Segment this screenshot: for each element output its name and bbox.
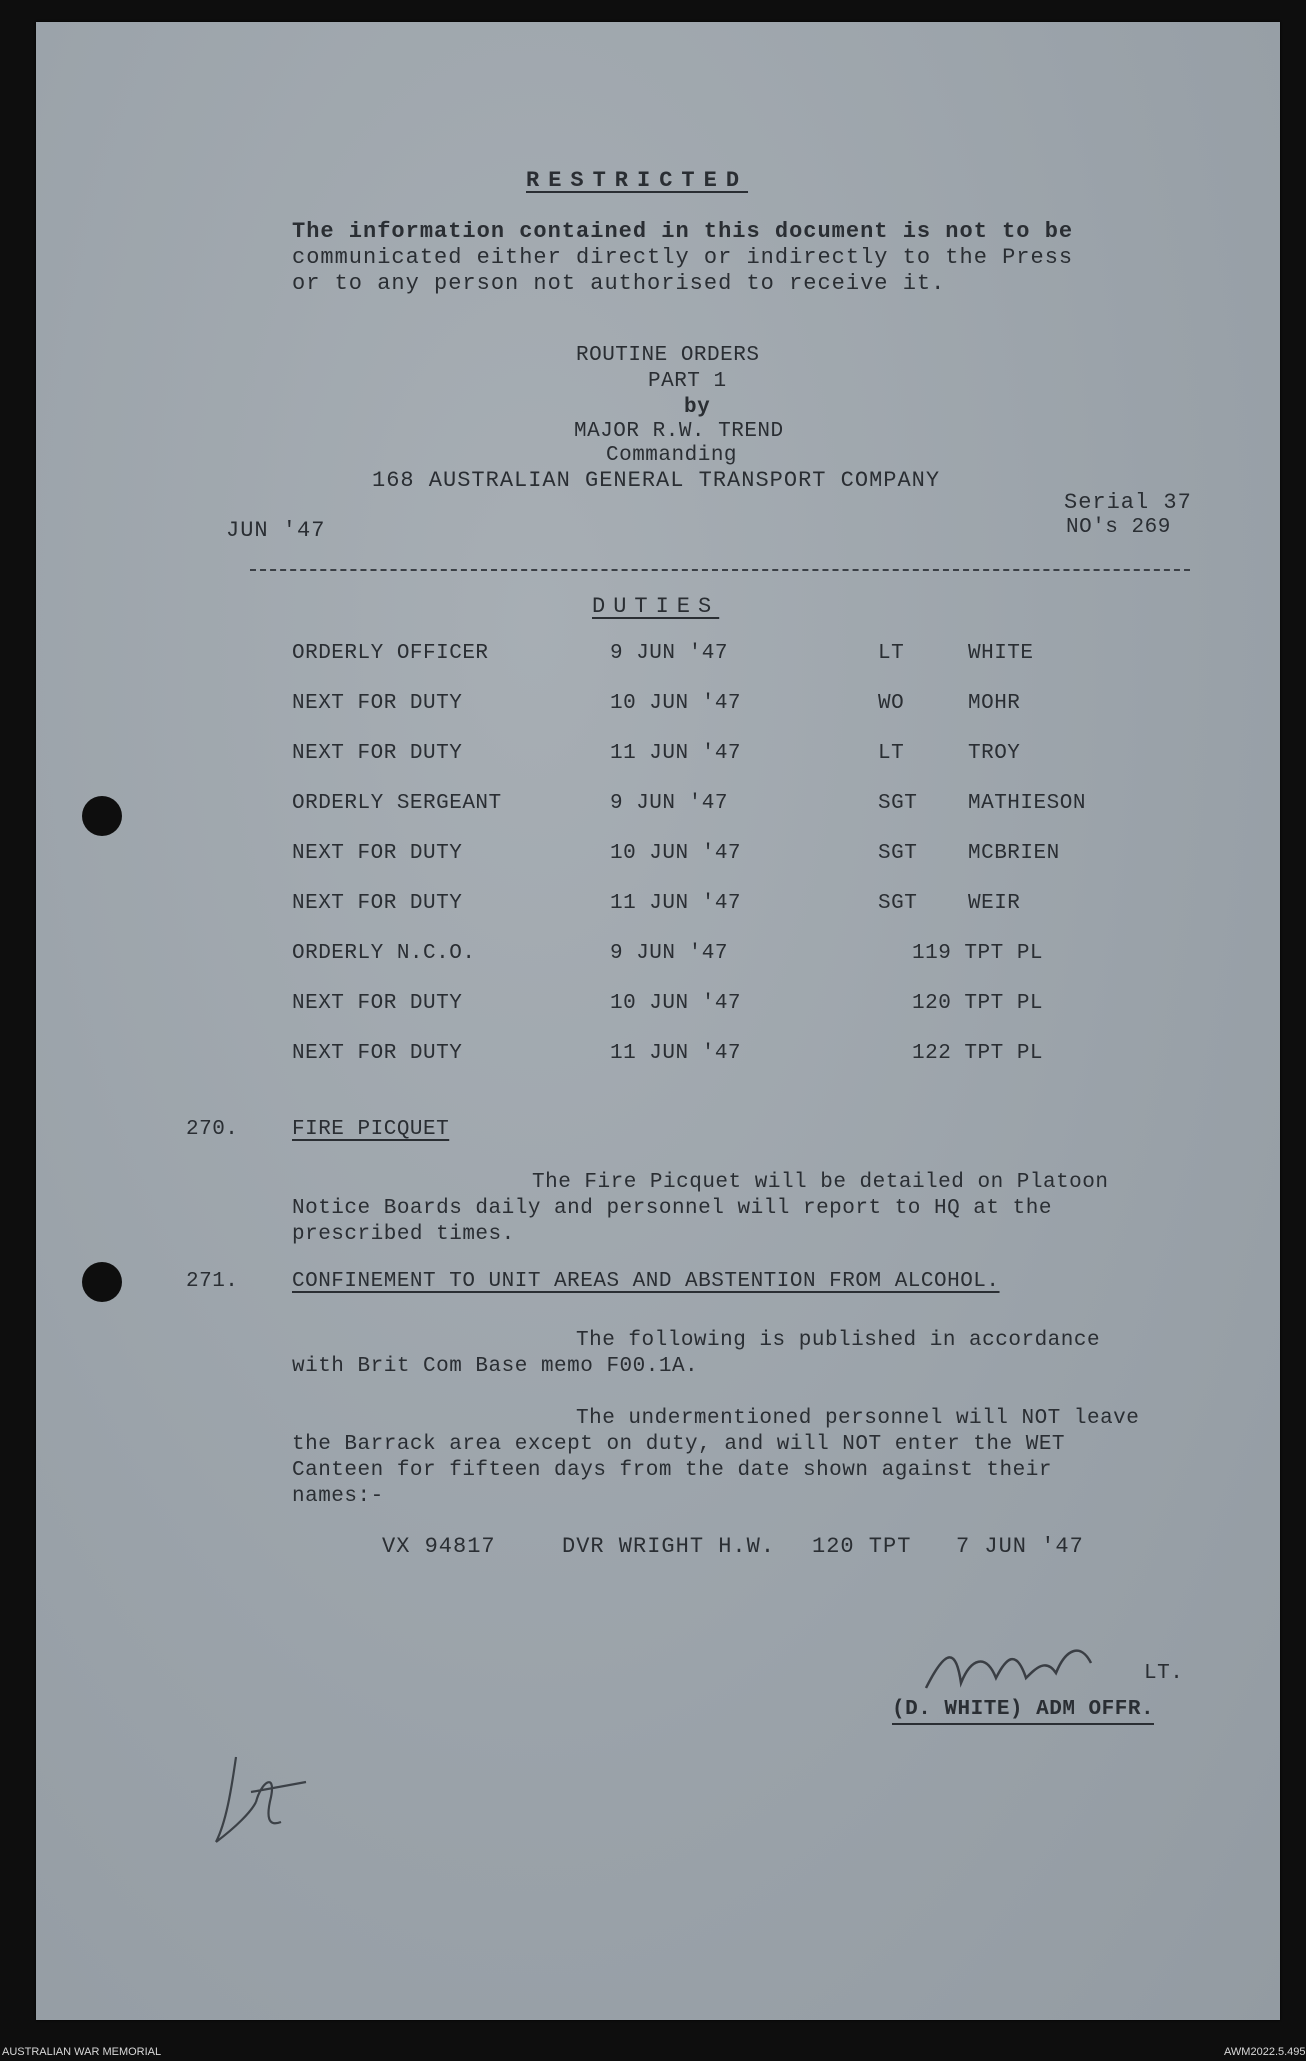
duty-role: ORDERLY N.C.O. [292, 942, 476, 965]
orders-part: PART 1 [648, 370, 727, 393]
entry-unit: 120 TPT [812, 1534, 912, 1559]
orders-by: by [684, 396, 711, 419]
duty-rank: 120 TPT PL [912, 992, 1044, 1015]
item-271-p2-line-4: names:- [292, 1485, 384, 1508]
duty-rank: SGT [878, 792, 918, 815]
handwritten-signature [916, 1628, 1126, 1708]
duty-name: MOHR [968, 692, 1021, 715]
duty-rank: SGT [878, 842, 918, 865]
duty-date: 11 JUN '47 [610, 1042, 742, 1065]
signature-name: (D. WHITE) ADM OFFR. [892, 1698, 1154, 1725]
signature-rank: LT. [1144, 1662, 1184, 1685]
footer-source: AUSTRALIAN WAR MEMORIAL [2, 2046, 162, 2058]
duty-role: NEXT FOR DUTY [292, 692, 463, 715]
notice-line-1: The information contained in this document is not to be [292, 219, 1074, 244]
footer-catalog-number: AWM2022.5.495 [1224, 2046, 1306, 2058]
divider-line [250, 569, 1190, 571]
duty-date: 9 JUN '47 [610, 642, 728, 665]
duty-name: MATHIESON [968, 792, 1086, 815]
duty-rank: 122 TPT PL [912, 1042, 1044, 1065]
duty-date: 11 JUN '47 [610, 892, 742, 915]
item-271-p2-line-3: Canteen for fifteen days from the date shown against their [292, 1459, 1052, 1482]
entry-service-number: VX 94817 [382, 1534, 496, 1559]
item-270-number: 270. [186, 1118, 239, 1141]
duty-name: WHITE [968, 642, 1034, 665]
duty-role: ORDERLY OFFICER [292, 642, 489, 665]
item-270-line-2: Notice Boards daily and personnel will report to HQ at the [292, 1197, 1052, 1220]
item-271-number: 271. [186, 1270, 239, 1293]
item-270-line-1: The Fire Picquet will be detailed on Platoon [532, 1171, 1109, 1194]
duty-role: NEXT FOR DUTY [292, 1042, 463, 1065]
duty-role: NEXT FOR DUTY [292, 742, 463, 765]
duty-date: 10 JUN '47 [610, 842, 742, 865]
item-271-p2-line-2: the Barrack area except on duty, and will NOT enter the WET [292, 1433, 1066, 1456]
handwritten-initials [206, 1742, 316, 1852]
punch-hole [82, 1262, 122, 1302]
duty-rank: LT [878, 642, 905, 665]
item-270-line-3: prescribed times. [292, 1223, 515, 1246]
item-270-heading: FIRE PICQUET [292, 1118, 450, 1141]
duty-date: 9 JUN '47 [610, 792, 728, 815]
duty-rank: 119 TPT PL [912, 942, 1044, 965]
orders-commanding: Commanding [606, 444, 738, 467]
duty-rank: WO [878, 692, 905, 715]
duty-date: 9 JUN '47 [610, 942, 728, 965]
orders-title: ROUTINE ORDERS [576, 344, 760, 367]
duties-heading: DUTIES [592, 594, 720, 619]
duty-role: NEXT FOR DUTY [292, 892, 463, 915]
duty-name: TROY [968, 742, 1021, 765]
notice-line-2: communicated either directly or indirectly to the Press [292, 245, 1074, 270]
entry-date: 7 JUN '47 [956, 1534, 1084, 1559]
orders-nos: NO's 269 [1066, 516, 1171, 539]
notice-line-3: or to any person not authorised to receive it. [292, 271, 946, 296]
duty-date: 10 JUN '47 [610, 992, 742, 1015]
duty-name: WEIR [968, 892, 1021, 915]
orders-date: JUN '47 [226, 518, 326, 543]
duty-date: 11 JUN '47 [610, 742, 742, 765]
duty-role: ORDERLY SERGEANT [292, 792, 502, 815]
item-271-heading: CONFINEMENT TO UNIT AREAS AND ABSTENTION FROM ALCOHOL. [292, 1270, 1000, 1293]
orders-commander-name: MAJOR R.W. TREND [574, 420, 784, 443]
restricted-heading: RESTRICTED [526, 168, 749, 193]
item-271-p1-line-2: with Brit Com Base memo F00.1A. [292, 1355, 699, 1378]
duty-role: NEXT FOR DUTY [292, 992, 463, 1015]
document-page [36, 22, 1280, 2020]
duty-date: 10 JUN '47 [610, 692, 742, 715]
duty-rank: LT [878, 742, 905, 765]
punch-hole [82, 796, 122, 836]
orders-serial: Serial 37 [1064, 490, 1192, 515]
duty-rank: SGT [878, 892, 918, 915]
item-271-p1-line-1: The following is published in accordance [576, 1329, 1101, 1352]
orders-unit: 168 AUSTRALIAN GENERAL TRANSPORT COMPANY [372, 468, 941, 493]
item-271-p2-line-1: The undermentioned personnel will NOT leave [576, 1407, 1140, 1430]
duty-name: MCBRIEN [968, 842, 1060, 865]
duty-role: NEXT FOR DUTY [292, 842, 463, 865]
entry-rank-name: DVR WRIGHT H.W. [562, 1534, 776, 1559]
